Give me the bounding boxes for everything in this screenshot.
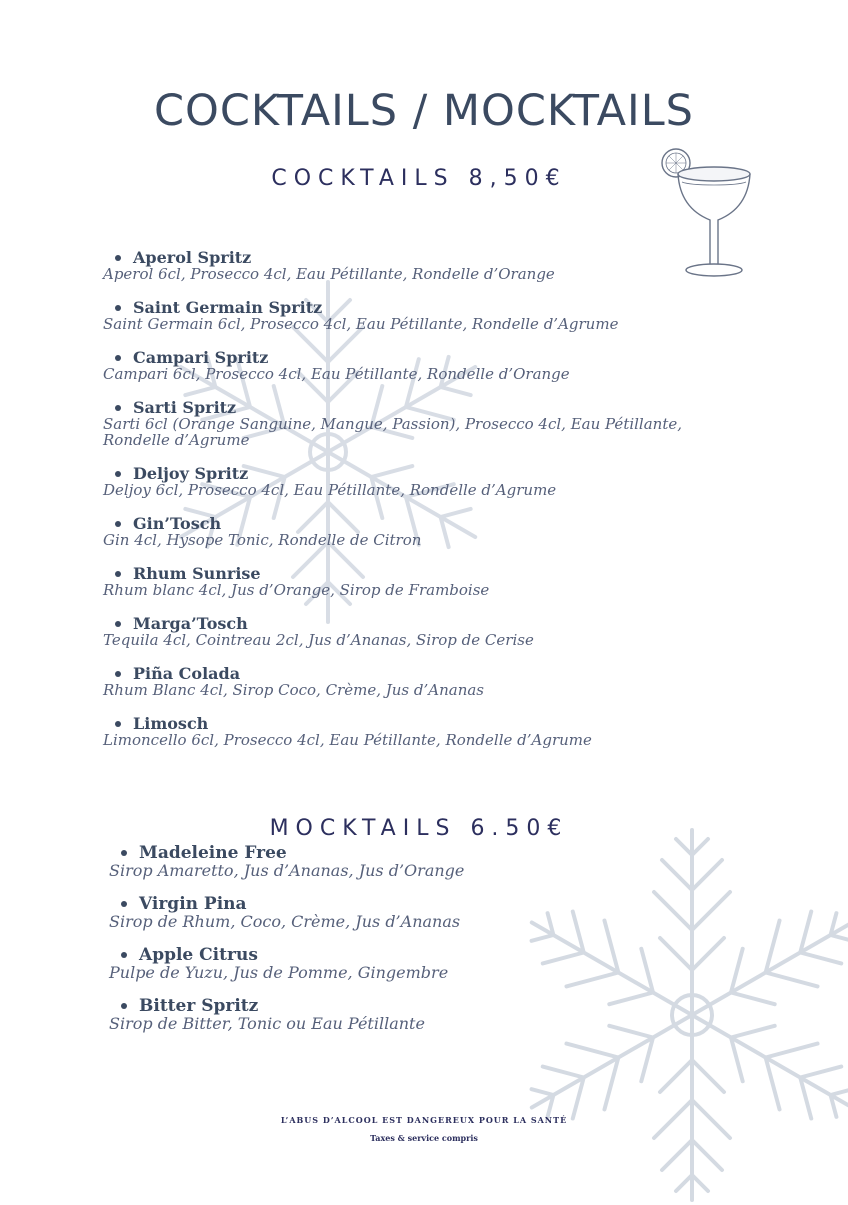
page-title: COCKTAILS / MOCKTAILS [154, 86, 694, 136]
mocktails-heading: MOCKTAILS 6.50€ [269, 816, 569, 841]
taxes-note: Taxes & service compris [370, 1133, 478, 1143]
item-name: Apple Citrus [109, 947, 689, 964]
cocktail-list [103, 250, 683, 766]
item-description: Sirop Amaretto, Jus d’Ananas, Jus d’Orange [109, 861, 465, 880]
item-description: Deljoy 6cl, Prosecco 4cl, Eau Pétillante, Rondelle d’Agrume [103, 481, 557, 499]
item-description: Saint Germain 6cl, Prosecco 4cl, Eau Pétillante, Rondelle d’Agrume [103, 315, 619, 333]
item-description: Limoncello 6cl, Prosecco 4cl, Eau Pétillante, Rondelle d’Agrume [103, 731, 592, 749]
item-name: Rhum Sunrise [103, 566, 683, 582]
item-name: Gin’Tosch [103, 516, 683, 532]
list-item [103, 466, 683, 498]
item-description: Aperol 6cl, Prosecco 4cl, Eau Pétillante, Rondelle d’Orange [103, 265, 555, 283]
list-item [103, 350, 683, 382]
alcohol-warning: L’ABUS D’ALCOOL EST DANGEREUX POUR LA SANTÉ [280, 1115, 568, 1125]
list-item [103, 616, 683, 648]
item-description: Tequila 4cl, Cointreau 2cl, Jus d’Ananas, Sirop de Cerise [103, 631, 534, 649]
item-description: Campari 6cl, Prosecco 4cl, Eau Pétillante, Rondelle d’Orange [103, 365, 570, 383]
list-item [109, 845, 689, 879]
item-name: Madeleine Free [109, 845, 689, 862]
list-item [103, 516, 683, 548]
list-item [103, 300, 683, 332]
item-name: Marga’Tosch [103, 616, 683, 632]
list-item [103, 400, 683, 448]
item-description: Rhum Blanc 4cl, Sirop Coco, Crème, Jus d’Ananas [103, 681, 485, 699]
list-item [103, 566, 683, 598]
item-name: Sarti Spritz [103, 400, 683, 416]
item-description: Gin 4cl, Hysope Tonic, Rondelle de Citron [103, 531, 422, 549]
item-name: Limosch [103, 716, 683, 732]
list-item [109, 896, 689, 930]
item-description: Sirop de Bitter, Tonic ou Eau Pétillante [109, 1014, 425, 1033]
item-name: Piña Colada [103, 666, 683, 682]
item-name: Bitter Spritz [109, 998, 689, 1015]
item-name: Aperol Spritz [103, 250, 683, 266]
cocktails-heading: COCKTAILS 8,50€ [271, 166, 567, 191]
list-item [103, 716, 683, 748]
item-description: Rhum blanc 4cl, Jus d’Orange, Sirop de Framboise [103, 581, 490, 599]
list-item [109, 947, 689, 981]
item-description: Sarti 6cl (Orange Sanguine, Mangue, Passion), Prosecco 4cl, Eau Pétillante, Rondelle d’Agrume [103, 415, 683, 449]
item-name: Virgin Pina [109, 896, 689, 913]
item-description: Pulpe de Yuzu, Jus de Pomme, Gingembre [109, 963, 449, 982]
list-item [103, 250, 683, 282]
item-name: Saint Germain Spritz [103, 300, 683, 316]
list-item [109, 998, 689, 1032]
item-name: Deljoy Spritz [103, 466, 683, 482]
list-item [103, 666, 683, 698]
item-name: Campari Spritz [103, 350, 683, 366]
item-description: Sirop de Rhum, Coco, Crème, Jus d’Ananas [109, 912, 461, 931]
mocktail-list [109, 845, 689, 1049]
